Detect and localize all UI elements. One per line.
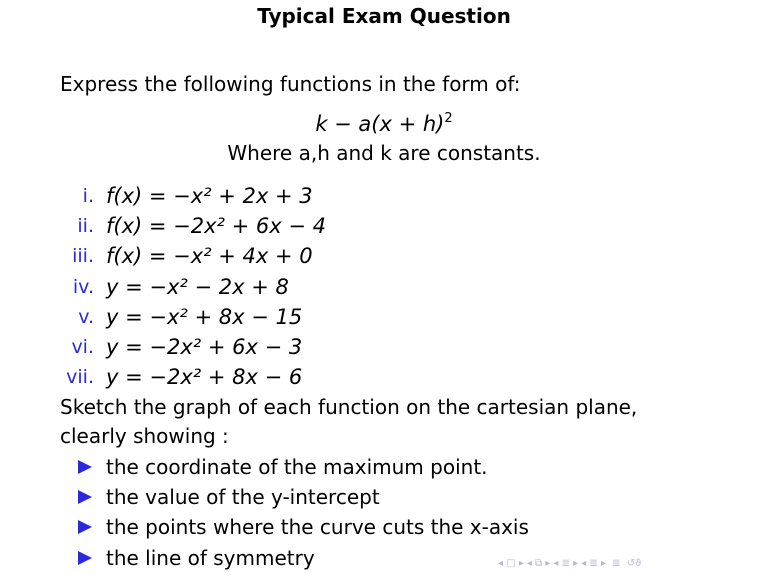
requirement-item [78,512,529,542]
formula-base: k − a(x + h) [315,112,445,136]
function-item [60,241,720,271]
triangle-bullet-icon [78,520,92,534]
requirement-item [78,452,529,482]
function-equation: y = −x² + 8x − 15 [106,304,303,329]
requirements-list [78,452,529,573]
target-form-formula [0,110,768,138]
function-equation: y = −2x² + 6x − 3 [106,335,303,360]
function-equation: y = −x² − 2x + 8 [106,274,289,299]
sketch-instructions: Sketch the graph of each function on the cartesian plane, clearly showing : [60,395,638,448]
requirement-text: the points where the curve cuts the x-axis [106,515,529,540]
triangle-bullet-icon [78,551,92,565]
constants-note: Where a,h and k are constants. [227,141,541,165]
requirement-item [78,543,529,573]
function-equation: f(x) = −2x² + 6x − 4 [106,214,326,239]
beamer-navigation-bar [498,556,641,570]
function-equation: y = −2x² + 8x − 6 [106,365,303,390]
requirement-item [78,482,529,512]
nav-prev-icon[interactable]: ◂ □ ▸ [498,557,524,569]
function-numeral: iii. [72,245,94,268]
requirement-text: the line of symmetry [106,545,315,570]
nav-frame-icon[interactable]: ◂ ⧉ ▸ [526,557,551,569]
function-numeral: ii. [77,215,94,238]
function-item [60,181,720,211]
nav-align-icon[interactable]: ≣ [608,557,624,569]
intro-text: Express the following functions in the form of: [60,72,521,96]
triangle-bullet-icon [78,460,92,474]
slide-title: Typical Exam Question [257,4,511,28]
function-numeral: vii. [66,366,94,389]
triangle-bullet-icon [78,490,92,504]
function-equation: f(x) = −x² + 4x + 0 [106,244,313,269]
function-item [60,211,720,241]
function-item [60,272,720,302]
function-list [60,181,720,392]
function-numeral: i. [82,185,94,208]
requirement-text: the value of the y-intercept [106,485,380,510]
formula-exponent: 2 [444,111,453,126]
function-numeral: vi. [71,336,94,359]
requirement-text: the coordinate of the maximum point. [106,455,488,480]
function-item [60,362,720,392]
function-numeral: iv. [72,275,94,298]
nav-section-icon[interactable]: ◂ ≣ ▸ [581,557,606,569]
function-item [60,332,720,362]
function-item [60,302,720,332]
function-equation: f(x) = −x² + 2x + 3 [106,184,313,209]
function-numeral: v. [78,305,94,328]
nav-subsection-icon[interactable]: ◂ ≣ ▸ [553,557,579,569]
nav-search-icon[interactable]: ↺ϑ [626,557,642,569]
